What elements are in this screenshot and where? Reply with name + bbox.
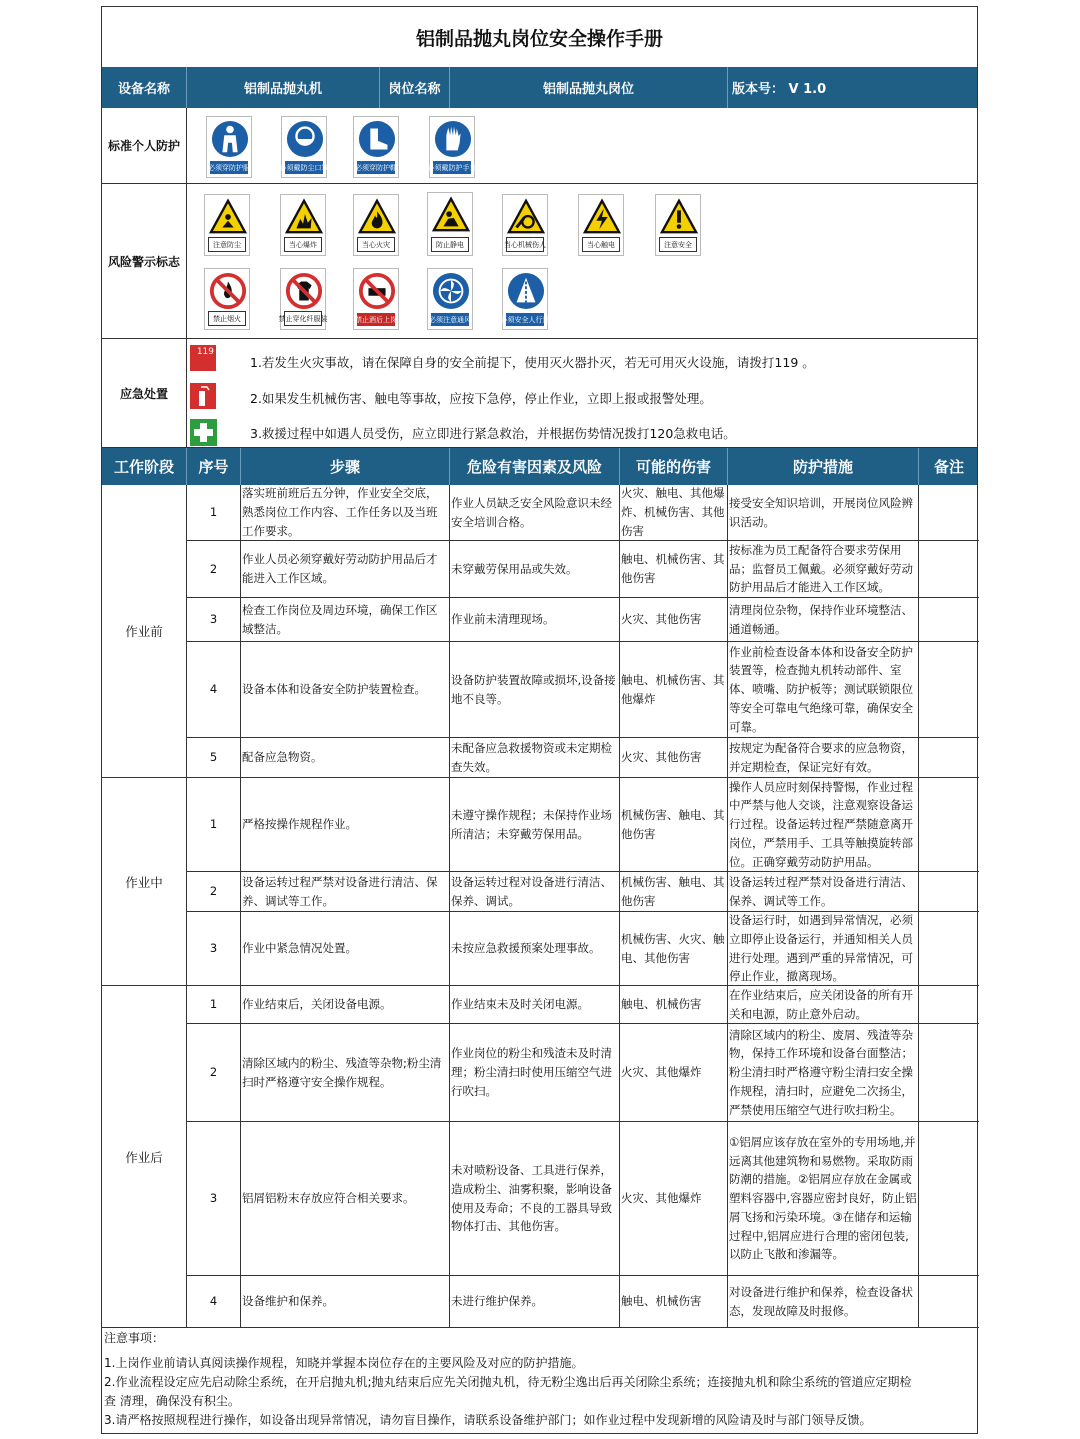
electric-shock-warning-sign: [578, 194, 624, 256]
dust-mask-sign: [281, 116, 327, 178]
row-step: [241, 738, 450, 778]
sign-caption: 禁止烟火: [208, 311, 246, 326]
row-remark: [919, 1122, 979, 1276]
row-step-text: 作业结束后，关闭设备电源。: [242, 997, 392, 1012]
machine-injury-warning-icon: [507, 198, 545, 236]
row-no: [187, 598, 241, 642]
no-open-flame-icon: [209, 272, 247, 310]
row-harm: [620, 912, 728, 986]
row-no-text: 3: [209, 1191, 218, 1206]
ppe-row: [102, 108, 977, 184]
caution-icon: [660, 198, 698, 236]
row-measure: [728, 598, 919, 642]
row-no: [187, 738, 241, 778]
sign-caption: 当心爆炸: [284, 237, 322, 252]
row-no-text: 3: [209, 941, 218, 956]
row-hazard: [450, 738, 620, 778]
row-no: [187, 1024, 241, 1122]
safety-manual-sheet: [101, 6, 978, 1434]
fire-warning-sign: [353, 194, 399, 256]
risk-row: [102, 184, 977, 339]
row-remark: [919, 642, 979, 738]
row-measure-text: 对设备进行维护和保养，检查设备状态，发现故障及时报修。: [729, 1284, 913, 1318]
row-measure-text: 清理岗位杂物，保持作业环境整洁、通道畅通。: [729, 602, 913, 636]
sign-caption: 防止静电: [431, 237, 469, 252]
row-measure-text: 设备运转过程严禁对设备进行清洁、保养、调试等工作。: [729, 874, 913, 908]
row-hazard: [450, 1276, 620, 1328]
no-running-ops-icon: [358, 272, 396, 310]
note-item-3: 3.请严格按照规程进行操作，如设备出现异常情况，请勿盲目操作，请联系设备维护部门；如作业过程中发现新增的风险请及时与部门领导反馈。: [104, 1413, 872, 1427]
sign-caption: 必须戴防护手套: [433, 161, 471, 174]
row-measure-text: 操作人员应时刻保持警惕，作业过程中严禁与他人交谈，注意观察设备运行过程。设备运转过程严禁随意离开岗位，严禁用手、工具等触摸旋转部位。正确穿戴劳动防护用品。: [729, 779, 913, 869]
row-hazard-text: 未穿戴劳保用品或失效。: [451, 561, 578, 576]
emergency-line-3: 3.救援过程中如遇人员受伤，应立即进行紧急救治，并根据伤势情况拨打120急救电话。: [250, 426, 736, 441]
dust-warning-icon: [209, 198, 247, 236]
no-running-ops-sign: [353, 268, 399, 330]
sign-caption: 注意安全: [659, 237, 697, 252]
safe-entry-sign: [502, 268, 548, 330]
row-hazard: [450, 912, 620, 986]
col-measure-header: 防护措施: [728, 448, 919, 485]
row-measure: [728, 912, 919, 986]
sign-caption: 禁止酒后上岗: [357, 313, 395, 326]
row-harm-text: 机械伤害、触电、其他伤害: [621, 807, 725, 841]
row-step-text: 设备本体和设备安全防护装置检查。: [242, 682, 426, 697]
row-remark: [919, 541, 979, 598]
sign-caption: 当心触电: [582, 237, 620, 252]
note-item-2: 2.作业流程设定应先启动除尘系统，在开启抛丸机;抛丸结束后应先关闭抛丸机，待无粉尘逸出后再关闭除尘系统；连接抛丸机和除尘系统的管道应定期检: [104, 1375, 912, 1389]
header-bar: [102, 67, 977, 108]
fire-extinguisher-icon: [190, 383, 216, 409]
row-step: [241, 1122, 450, 1276]
row-step-text: 铝屑铝粉末存放应符合相关要求。: [242, 1191, 415, 1206]
row-hazard: [450, 485, 620, 541]
note-item-1: 1.上岗作业前请认真阅读操作规程，知晓并掌握本岗位存在的主要风险及对应的防护措施。: [104, 1356, 584, 1370]
row-measure-text: 按标准为员工配备符合要求劳保用品；监督员工佩戴。必须穿戴好劳动防护用品后才能进入工作区域。: [729, 542, 913, 595]
row-step: [241, 541, 450, 598]
row-measure: [728, 986, 919, 1024]
caution-sign: [655, 194, 701, 256]
row-step: [241, 642, 450, 738]
electric-shock-warning-icon: [583, 198, 621, 236]
fire-119-icon: [190, 345, 216, 371]
row-remark: [919, 872, 979, 912]
emergency-line-2: 2.如果发生机械伤害、触电等事故，应按下急停，停止作业，立即上报或报警处理。: [250, 391, 712, 406]
row-remark: [919, 1024, 979, 1122]
row-step: [241, 1024, 450, 1122]
row-measure-text: 在作业结束后，应关闭设备的所有开关和电源，防止意外启动。: [729, 987, 913, 1021]
row-no: [187, 485, 241, 541]
row-hazard: [450, 642, 620, 738]
note-item-2-cont: 查 清理，确保没有积尘。: [104, 1394, 240, 1408]
row-no: [187, 642, 241, 738]
dust-mask-icon: [286, 120, 324, 158]
row-no-text: 3: [209, 612, 218, 627]
row-step-text: 设备维护和保养。: [242, 1294, 334, 1309]
notes-section: [102, 1325, 977, 1435]
row-hazard-text: 未进行维护保养。: [451, 1294, 543, 1309]
row-hazard: [450, 1024, 620, 1122]
row-harm: [620, 872, 728, 912]
equip-value: 铝制品抛丸机: [187, 67, 380, 108]
risk-label: 风险警示标志: [102, 184, 187, 338]
sign-caption: 必须穿防护鞋: [357, 161, 395, 174]
row-hazard: [450, 1122, 620, 1276]
row-hazard-text: 未对喷粉设备、工具进行保养，造成粉尘、油雾积聚，影响设备使用及寿命；不良的工器具导致物体打击、其他伤害。: [451, 1162, 612, 1234]
static-prohibit-sign: [427, 192, 473, 256]
version-label: 版本号： V 1.0: [732, 82, 827, 97]
row-harm: [620, 598, 728, 642]
row-harm-text: 火灾、其他伤害: [621, 612, 702, 627]
row-measure: [728, 1024, 919, 1122]
row-hazard-text: 设备运转过程对设备进行清洁、保养、调试。: [451, 874, 612, 908]
no-synthetic-fiber-sign: [280, 268, 326, 330]
row-harm-text: 触电、机械伤害、其他伤害: [621, 552, 725, 585]
row-hazard: [450, 541, 620, 598]
table-header: [102, 448, 977, 485]
row-measure: [728, 738, 919, 778]
protective-gloves-icon: [434, 120, 472, 158]
row-remark: [919, 738, 979, 778]
row-no: [187, 1276, 241, 1328]
row-harm-text: 机械伤害、火灾、触电、其他伤害: [621, 931, 725, 965]
row-step-text: 检查工作岗位及周边环境，确保工作区域整洁。: [242, 602, 438, 636]
row-measure: [728, 485, 919, 541]
sign-caption: 必须穿防护服: [210, 161, 248, 174]
safety-boots-icon: [358, 120, 396, 158]
phase-label: 作业中: [102, 778, 187, 986]
row-no: [187, 1122, 241, 1276]
row-step: [241, 1276, 450, 1328]
sign-caption: 当心火灾: [357, 237, 395, 252]
col-phase-header: 工作阶段: [102, 448, 187, 485]
row-hazard-text: 作业前未清理现场。: [451, 612, 555, 627]
row-no-text: 4: [209, 682, 218, 697]
explosion-warning-sign: [280, 194, 326, 256]
row-hazard: [450, 778, 620, 872]
col-hazard-header: 危险有害因素及风险: [450, 448, 620, 485]
row-step: [241, 912, 450, 986]
row-hazard: [450, 986, 620, 1024]
row-harm: [620, 986, 728, 1024]
row-measure: [728, 642, 919, 738]
row-hazard: [450, 598, 620, 642]
first-aid-icon: [190, 419, 217, 446]
badge-119: 119: [196, 347, 214, 357]
sign-caption: 必须戴防尘口罩: [285, 161, 323, 174]
row-harm-text: 火灾、其他爆炸: [621, 1191, 702, 1206]
row-harm: [620, 1122, 728, 1276]
sign-caption: 禁止穿化纤服装: [284, 311, 322, 326]
row-no: [187, 872, 241, 912]
row-no-text: 5: [209, 750, 218, 765]
row-harm-text: 触电、机械伤害: [621, 1294, 702, 1309]
row-hazard: [450, 872, 620, 912]
safety-boots-sign: [353, 116, 399, 178]
row-step-text: 作业人员必须穿戴好劳动防护用品后才能进入工作区域。: [242, 552, 438, 585]
ventilation-icon: [432, 272, 470, 310]
row-harm: [620, 541, 728, 598]
equip-label: 设备名称: [102, 67, 187, 108]
row-measure: [728, 1122, 919, 1276]
row-step-text: 作业中紧急情况处置。: [242, 941, 357, 956]
col-step-header: 步骤: [241, 448, 450, 485]
row-hazard-text: 作业岗位的粉尘和残渣未及时清理；粉尘清扫时使用压缩空气进行吹扫。: [451, 1046, 612, 1098]
row-step-text: 落实班前班后五分钟，作业安全交底，熟悉岗位工作内容、工作任务以及当班工作要求。: [242, 486, 438, 538]
dust-warning-sign: [204, 194, 250, 256]
row-step-text: 清除区域内的粉尘、残渣等杂物;粉尘清扫时严格遵守安全操作规程。: [242, 1055, 442, 1089]
page-title: 铝制品抛丸岗位安全操作手册: [102, 7, 977, 68]
col-no-header: 序号: [187, 448, 241, 485]
row-step: [241, 778, 450, 872]
phase-label: 作业前: [102, 485, 187, 778]
row-step-text: 设备运转过程严禁对设备进行清洁、保养、调试等工作。: [242, 874, 438, 908]
row-step: [241, 485, 450, 541]
row-measure: [728, 1276, 919, 1328]
protective-clothing-sign: [206, 116, 252, 178]
row-no-text: 2: [209, 561, 218, 576]
row-step-text: 配备应急物资。: [242, 750, 323, 765]
row-measure-text: 接受安全知识培训，开展岗位风险辨识活动。: [729, 495, 913, 529]
row-no-text: 1: [209, 505, 218, 520]
row-step: [241, 986, 450, 1024]
row-no: [187, 986, 241, 1024]
sign-caption: 必须注意通风: [431, 313, 469, 326]
phase-label: 作业后: [102, 986, 187, 1328]
row-no: [187, 778, 241, 872]
row-measure: [728, 541, 919, 598]
sign-caption: 必须安全人行道: [506, 313, 544, 326]
row-harm-text: 火灾、其他爆炸: [621, 1065, 702, 1080]
protective-clothing-icon: [211, 120, 249, 158]
row-harm: [620, 1024, 728, 1122]
fire-warning-icon: [358, 198, 396, 236]
row-measure: [728, 872, 919, 912]
row-measure-text: 设备运行时，如遇到异常情况，必须立即停止设备运行，并通知相关人员进行处理。遇到严重的异常情况，可停止作业，撤离现场。: [729, 912, 913, 984]
row-hazard-text: 未按应急救援预案处理事故。: [451, 941, 601, 956]
col-harm-header: 可能的伤害: [620, 448, 728, 485]
row-hazard-text: 作业人员缺乏安全风险意识未经安全培训合格。: [451, 495, 612, 529]
row-harm: [620, 778, 728, 872]
row-no-text: 2: [209, 884, 218, 899]
notes-title: 注意事项：: [104, 1331, 165, 1345]
emergency-row: [102, 339, 977, 448]
col-remark-header: 备注: [933, 458, 964, 476]
emergency-label: 应急处置: [102, 339, 187, 447]
protective-gloves-sign: [429, 116, 475, 178]
row-remark: [919, 598, 979, 642]
row-no: [187, 912, 241, 986]
row-harm: [620, 485, 728, 541]
no-open-flame-sign: [204, 268, 250, 330]
row-harm-text: 机械伤害、触电、其他伤害: [621, 874, 725, 908]
row-measure-text: ①铝屑应该存放在室外的专用场地,并远离其他建筑物和易燃物。采取防雨防潮的措施。②铝屑应存放在金属或塑料容器中,容器应密封良好，防止铝屑飞扬和污染环境。③在储存和运输过程中,铝屑应进行合理的密闭包装,以防止飞散和渗漏等。: [729, 1134, 917, 1262]
row-remark: [919, 485, 979, 541]
row-hazard-text: 未配备应急救援物资或未定期检查失效。: [451, 740, 612, 774]
static-prohibit-icon: [432, 196, 470, 234]
ventilation-sign: [427, 268, 473, 330]
row-harm-text: 触电、机械伤害: [621, 997, 702, 1012]
row-measure-text: 作业前检查设备本体和设备安全防护装置等，检查抛丸机转动部件、室体、喷嘴、防护板等；测试联锁限位等安全可靠电气绝缘可靠，确保安全可靠。: [729, 644, 913, 734]
row-no-text: 2: [209, 1065, 218, 1080]
row-harm: [620, 738, 728, 778]
row-no-text: 1: [209, 997, 218, 1012]
row-measure-text: 清除区域内的粉尘、废屑、残渣等杂物，保持工作环境和设备台面整洁；粉尘清扫时严格遵守粉尘清扫安全操作规程，清扫时，应避免二次扬尘，严禁使用压缩空气进行吹扫粉尘。: [729, 1027, 913, 1117]
row-measure: [728, 778, 919, 872]
row-harm-text: 火灾、其他伤害: [621, 750, 702, 765]
row-hazard-text: 作业结束未及时关闭电源。: [451, 997, 589, 1012]
row-hazard-text: 设备防护装置故障或损坏,设备接地不良等。: [451, 672, 616, 706]
explosion-warning-icon: [285, 198, 323, 236]
row-step: [241, 872, 450, 912]
emergency-line-1: 1.若发生火灾事故，请在保障自身的安全前提下，使用灭火器扑灭，若无可用灭火设施，请拨打119 。: [250, 355, 815, 370]
sign-caption: 注意防尘: [208, 237, 246, 252]
row-no-text: 4: [209, 1294, 218, 1309]
safe-entry-icon: [507, 272, 545, 310]
row-step-text: 严格按操作规程作业。: [242, 817, 357, 832]
post-label: 岗位名称: [380, 67, 450, 108]
no-synthetic-fiber-icon: [285, 272, 323, 310]
sign-caption: 当心机械伤人: [506, 237, 544, 252]
row-remark: [919, 778, 979, 872]
row-step: [241, 598, 450, 642]
row-no: [187, 541, 241, 598]
machine-injury-warning-sign: [502, 194, 548, 256]
ppe-label: 标准个人防护: [102, 108, 187, 183]
row-remark: [919, 986, 979, 1024]
row-harm-text: 触电、机械伤害、其他爆炸: [621, 672, 725, 706]
row-hazard-text: 未遵守操作规程；未保持作业场所清洁；未穿戴劳保用品。: [451, 807, 612, 841]
row-harm: [620, 1276, 728, 1328]
row-remark: [919, 1276, 979, 1328]
row-measure-text: 按规定为配备符合要求的应急物资，并定期检查，保证完好有效。: [729, 740, 913, 774]
row-harm-text: 火灾、触电、其他爆炸、机械伤害、其他伤害: [621, 486, 725, 538]
row-harm: [620, 642, 728, 738]
row-remark: [919, 912, 979, 986]
row-no-text: 1: [209, 817, 218, 832]
post-value: 铝制品抛丸岗位: [450, 67, 728, 108]
